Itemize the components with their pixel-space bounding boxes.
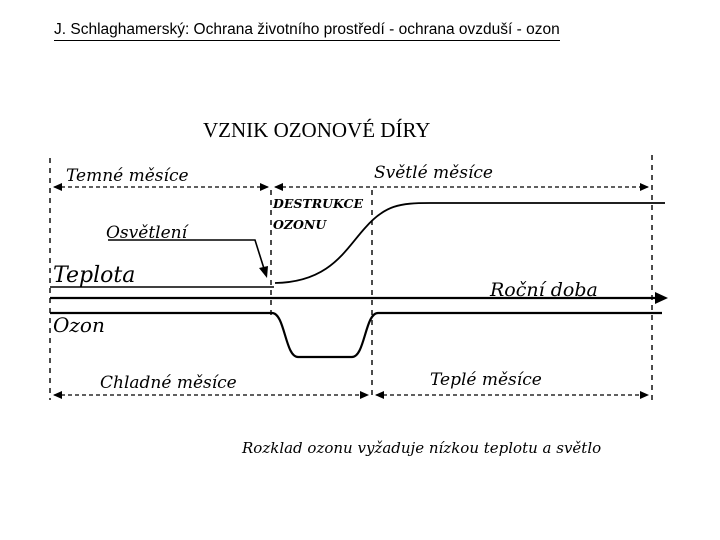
- warm-months-label: Teplé měsíce: [430, 370, 542, 390]
- warm-months-arrowhead-right: [640, 391, 649, 399]
- destruction-label-line2: OZONU: [273, 217, 327, 232]
- page-header: J. Schlaghamerský: Ochrana životního prostředí - ochrana ovzduší - ozon: [54, 20, 560, 41]
- light-months-arrowhead-right: [640, 183, 649, 191]
- ozone-curve: [50, 313, 662, 357]
- light-months-arrowhead-left: [274, 183, 283, 191]
- cold-months-arrowhead-left: [53, 391, 62, 399]
- annual-time-label: Roční doba: [490, 279, 598, 301]
- annual-time-axis-arrowhead: [655, 292, 668, 304]
- diagram-caption: Rozklad ozonu vyžaduje nízkou teplotu a světlo: [242, 439, 602, 457]
- cold-months-label: Chladné měsíce: [100, 373, 237, 393]
- dark-months-arrowhead-left: [53, 183, 62, 191]
- ozone-label: Ozon: [53, 313, 105, 337]
- illumination-label: Osvětlení: [106, 223, 188, 243]
- illumination-pointer-arrowhead: [259, 266, 268, 278]
- cold-months-arrowhead-right: [360, 391, 369, 399]
- temperature-label: Teplota: [53, 263, 136, 288]
- light-months-label: Světlé měsíce: [374, 163, 493, 183]
- destruction-label-line1: DESTRUKCE: [273, 196, 363, 211]
- illumination-curve: [275, 203, 665, 283]
- dark-months-arrowhead-right: [260, 183, 269, 191]
- dark-months-label: Temné měsíce: [66, 166, 189, 186]
- warm-months-arrowhead-left: [375, 391, 384, 399]
- diagram-title: VZNIK OZONOVÉ DÍRY: [203, 118, 431, 142]
